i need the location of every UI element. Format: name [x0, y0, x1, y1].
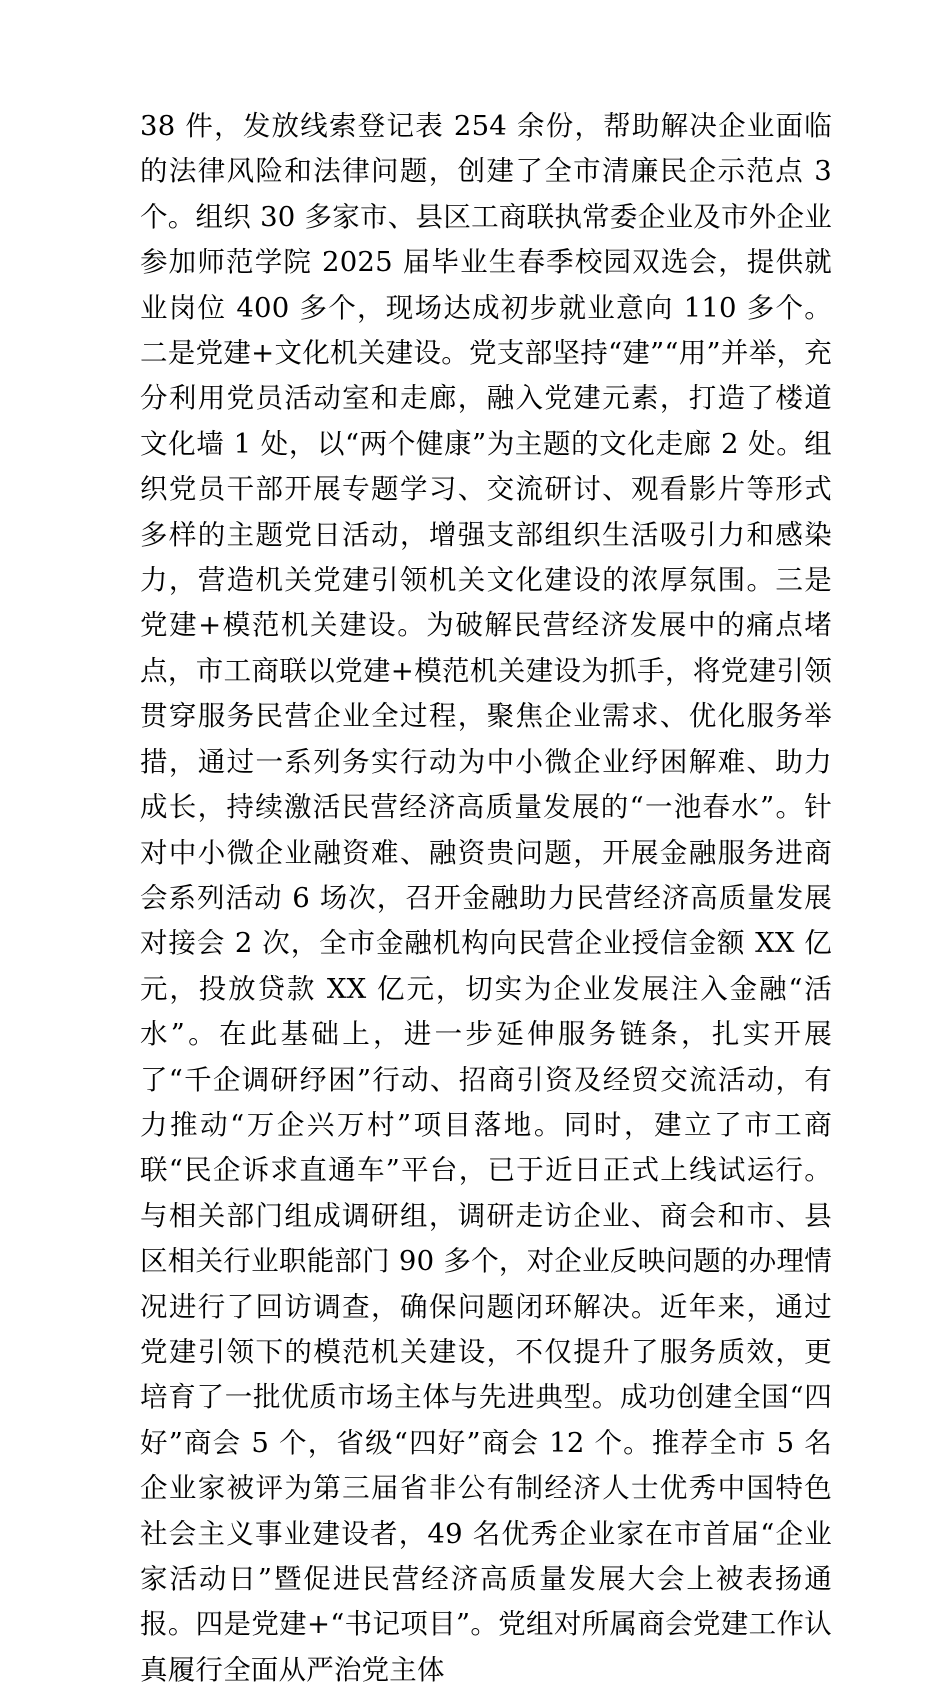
- document-body-text: 38 件，发放线索登记表 254 余份，帮助解决企业面临的法律风险和法律问题，创建了全市清廉民企示范点 3 个。组织 30 多家市、县区工商联执常委企业及市外企业参加师范学院 2025 届毕业生春季校园双选会，提供就业岗位 400 多个，现场达成初步就业意向 110 多个。二是党建+文化机关建设。党支部坚持“建”“用”并举，充分利用党员活动室和走廊，融入党建元素，打造了楼道文化墙 1 处，以“两个健康”为主题的文化走廊 2 处。组织党员干部开展专题学习、交流研讨、观看影片等形式多样的主题党日活动，增强支部组织生活吸引力和感染力，营造机关党建引领机关文化建设的浓厚氛围。三是党建+模范机关建设。为破解民营经济发展中的痛点堵点，市工商联以党建+模范机关建设为抓手，将党建引领贯穿服务民营企业全过程，聚焦企业需求、优化服务举措，通过一系列务实行动为中小微企业纾困解难、助力成长，持续激活民营经济高质量发展的“一池春水”。针对中小微企业融资难、融资贵问题，开展金融服务进商会系列活动 6 场次，召开金融助力民营经济高质量发展对接会 2 次，全市金融机构向民营企业授信金额 XX 亿元，投放贷款 XX 亿元，切实为企业发展注入金融“活水”。在此基础上，进一步延伸服务链条，扎实开展了“千企调研纾困”行动、招商引资及经贸交流活动，有力推动“万企兴万村”项目落地。同时，建立了市工商联“民企诉求直通车”平台，已于近日正式上线试运行。与相关部门组成调研组，调研走访企业、商会和市、县区相关行业职能部门 90 多个，对企业反映问题的办理情况进行了回访调查，确保问题闭环解决。近年来，通过党建引领下的模范机关建设，不仅提升了服务质效，更培育了一批优质市场主体与先进典型。成功创建全国“四好”商会 5 个，省级“四好”商会 12 个。推荐全市 5 名企业家被评为第三届省非公有制经济人士优秀中国特色社会主义事业建设者，49 名优秀企业家在市首届“企业家活动日”暨促进民营经济高质量发展大会上被表扬通报。四是党建+“书记项目”。党组对所属商会党建工作认真履行全面从严治党主体: [140, 110, 841, 1686]
